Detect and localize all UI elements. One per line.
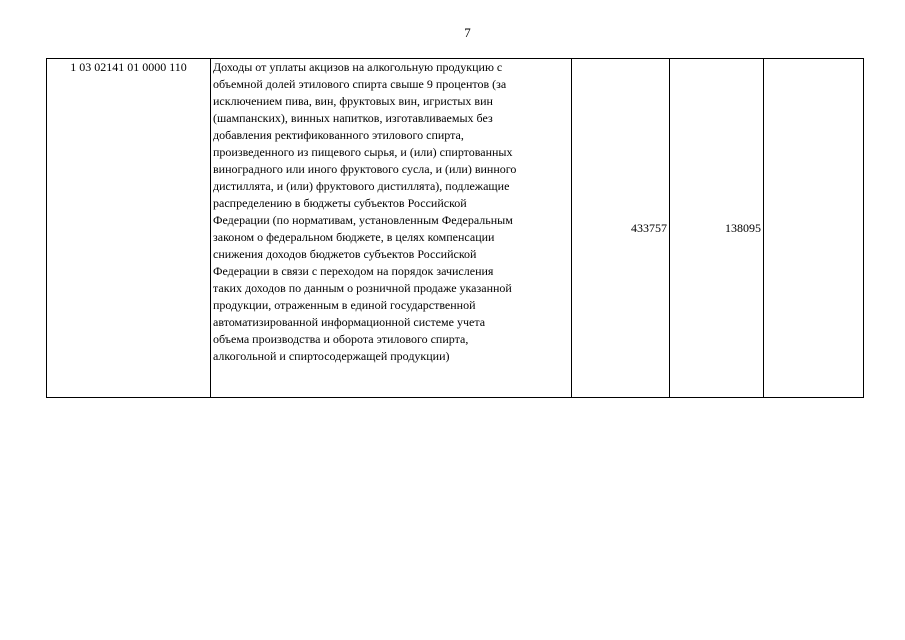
page-number: 7 — [464, 25, 471, 40]
budget-classification-code: 1 03 02141 01 0000 110 — [47, 59, 211, 398]
description-line: (шампанских), винных напитков, изготавливаемых без — [213, 111, 493, 125]
revenue-description — [211, 59, 572, 398]
description-line: снижения доходов бюджетов субъектов Российской — [213, 247, 477, 261]
description-line: дистиллята, и (или) фруктового дистиллята), подлежащие — [213, 179, 510, 193]
description-line: объемной долей этилового спирта свыше 9 процентов (за — [213, 77, 507, 91]
description-line: Федерации (по нормативам, установленным Федеральным — [213, 213, 513, 227]
description-line: таких доходов по данным о розничной продаже указанной — [213, 281, 512, 295]
table-row — [47, 59, 864, 398]
description-line: продукции, отраженным в единой государственной — [213, 298, 476, 312]
description-line: Доходы от уплаты акцизов на алкогольную продукцию с — [213, 60, 503, 74]
amount-cell-2: 138095 — [670, 59, 764, 398]
description-line: законом о федеральном бюджете, в целях компенсации — [213, 230, 495, 244]
description-line: виноградного или иного фруктового сусла, и (или) винного — [213, 162, 517, 176]
description-line: произведенного из пищевого сырья, и (или) спиртованных — [213, 145, 513, 159]
amount-cell-1: 433757 — [572, 59, 670, 398]
revenue-table — [46, 58, 864, 398]
description-line: алкогольной и спиртосодержащей продукции) — [213, 349, 450, 363]
amount-cell-3 — [764, 59, 864, 398]
description-line: объема производства и оборота этилового спирта, — [213, 332, 469, 346]
description-line: автоматизированной информационной системе учета — [213, 315, 486, 329]
description-line: добавления ректификованного этилового спирта, — [213, 128, 464, 142]
description-line: распределению в бюджеты субъектов Российской — [213, 196, 467, 210]
description-line: исключением пива, вин, фруктовых вин, игристых вин — [213, 94, 493, 108]
description-line: Федерации в связи с переходом на порядок зачисления — [213, 264, 494, 278]
